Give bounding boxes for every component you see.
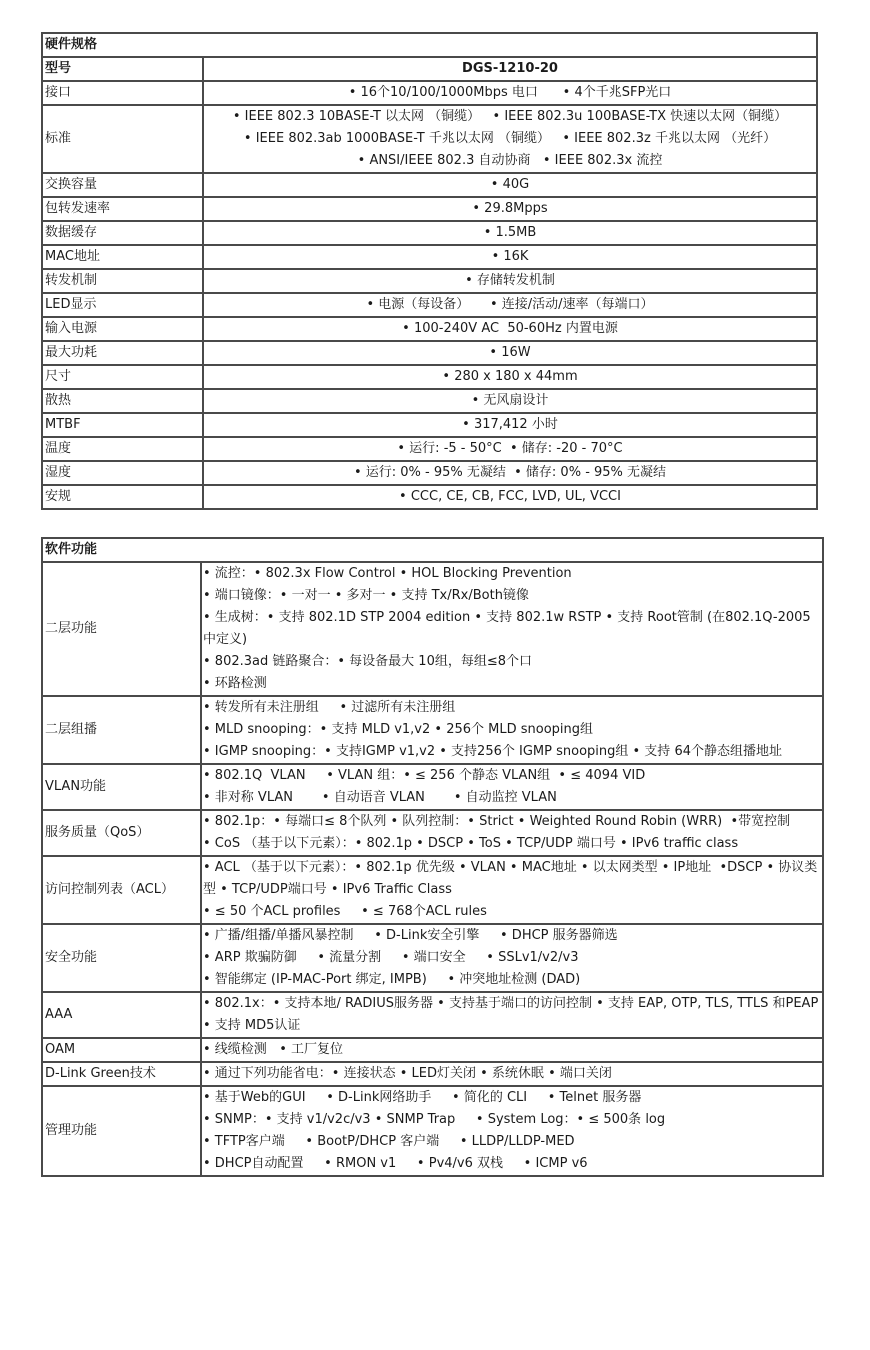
software-row bbox=[42, 562, 823, 696]
software-row-label: D-Link Green技术 bbox=[42, 1062, 201, 1086]
hardware-value-line: • 40G bbox=[490, 177, 530, 192]
software-value-line: • 802.3ad 链路聚合：• 每设备最大 10组，每组≤8个口 bbox=[203, 654, 533, 669]
software-value-line: • TFTP客户端 • BootP/DHCP 客户端 • LLDP/LLDP-MED bbox=[203, 1134, 575, 1149]
software-value-line: • 端口镜像：• 一对一 • 多对一 • 支持 Tx/Rx/Both镜像 bbox=[203, 588, 529, 603]
hardware-value-line: • IEEE 802.3 10BASE-T 以太网 （铜缆） • IEEE 802.3u 100BASE-TX 快速以太网（铜缆） bbox=[232, 109, 788, 124]
software-row bbox=[42, 810, 823, 856]
hardware-row bbox=[42, 269, 817, 293]
software-value-line: • 802.1p：• 每端口≤ 8个队列 • 队列控制：• Strict • Weighted Round Robin (WRR) •带宽控制 bbox=[203, 814, 791, 829]
software-value-line: • DHCP自动配置 • RMON v1 • Pv4/v6 双栈 • ICMP v6 bbox=[203, 1156, 588, 1171]
software-row-label: 二层组播 bbox=[42, 696, 201, 764]
hardware-row-value bbox=[203, 57, 817, 81]
hardware-value-line: • 16个10/100/1000Mbps 电口 • 4个千兆SFP光口 bbox=[348, 85, 672, 100]
hardware-value-line: • 16W bbox=[489, 345, 531, 360]
software-row-value bbox=[201, 924, 823, 992]
software-row-value bbox=[201, 562, 823, 696]
hardware-row-value bbox=[203, 293, 817, 317]
hardware-value-line: • 1.5MB bbox=[483, 225, 537, 240]
hardware-value-line: • IEEE 802.3ab 1000BASE-T 千兆以太网 （铜缆） • IEEE 802.3z 千兆以太网 （光纤） bbox=[243, 131, 777, 146]
software-row-value bbox=[201, 992, 823, 1038]
hardware-row-label: 转发机制 bbox=[42, 269, 203, 293]
hardware-value-line: • 280 x 180 x 44mm bbox=[442, 369, 578, 384]
hardware-row-value bbox=[203, 269, 817, 293]
hardware-value-line: • 29.8Mpps bbox=[472, 201, 548, 216]
hardware-row bbox=[42, 197, 817, 221]
software-value-line: • 基于Web的GUI • D-Link网络助手 • 简化的 CLI • Telnet 服务器 bbox=[203, 1090, 642, 1105]
hardware-row-value bbox=[203, 413, 817, 437]
hardware-row-label: 安规 bbox=[42, 485, 203, 509]
software-value-line: • ARP 欺骗防御 • 流量分割 • 端口安全 • SSLv1/v2/v3 bbox=[203, 950, 579, 965]
software-row bbox=[42, 764, 823, 810]
software-section-title: 软件功能 bbox=[42, 538, 823, 562]
hardware-row-value bbox=[203, 197, 817, 221]
software-row-label: VLAN功能 bbox=[42, 764, 201, 810]
software-row-label: 访问控制列表（ACL） bbox=[42, 856, 201, 924]
software-value-line: • ≤ 50 个ACL profiles • ≤ 768个ACL rules bbox=[203, 904, 487, 919]
hardware-row bbox=[42, 105, 817, 173]
hardware-value-line: • ANSI/IEEE 802.3 自动协商 • IEEE 802.3x 流控 bbox=[357, 153, 663, 168]
software-value-line: • 广播/组播/单播风暴控制 • D-Link安全引擎 • DHCP 服务器筛选 bbox=[203, 928, 618, 943]
software-row bbox=[42, 1062, 823, 1086]
hardware-row bbox=[42, 365, 817, 389]
software-row-value bbox=[201, 1086, 823, 1176]
hardware-spec-table bbox=[41, 32, 818, 510]
hardware-row-value bbox=[203, 341, 817, 365]
hardware-row bbox=[42, 437, 817, 461]
software-row-label: 管理功能 bbox=[42, 1086, 201, 1176]
software-row bbox=[42, 924, 823, 992]
hardware-row-label: 包转发速率 bbox=[42, 197, 203, 221]
hardware-row-value bbox=[203, 105, 817, 173]
hardware-row-value bbox=[203, 317, 817, 341]
software-row bbox=[42, 992, 823, 1038]
software-row-value bbox=[201, 856, 823, 924]
software-value-line: • 802.1x：• 支持本地/ RADIUS服务器 • 支持基于端口的访问控制 • 支持 EAP, OTP, TLS, TTLS 和PEAP • 支持 MD5认证 bbox=[203, 996, 823, 1033]
hardware-value-line: • 运行: -5 - 50°C • 储存: -20 - 70°C bbox=[397, 441, 623, 456]
software-value-line: • 转发所有未注册组 • 过滤所有未注册组 bbox=[203, 700, 456, 715]
software-row-value bbox=[201, 1038, 823, 1062]
hardware-row-label: 最大功耗 bbox=[42, 341, 203, 365]
software-value-line: • MLD snooping：• 支持 MLD v1,v2 • 256个 MLD snooping组 bbox=[203, 722, 594, 737]
software-value-line: • IGMP snooping：• 支持IGMP v1,v2 • 支持256个 IGMP snooping组 • 支持 64个静态组播地址 bbox=[203, 744, 782, 759]
software-row-value bbox=[201, 696, 823, 764]
hardware-value-line: • 存储转发机制 bbox=[465, 273, 555, 288]
hardware-title-row bbox=[42, 33, 817, 57]
hardware-row bbox=[42, 317, 817, 341]
hardware-row-label: 尺寸 bbox=[42, 365, 203, 389]
software-row bbox=[42, 696, 823, 764]
hardware-row bbox=[42, 245, 817, 269]
software-value-line: • 通过下列功能省电：• 连接状态 • LED灯关闭 • 系统休眠 • 端口关闭 bbox=[203, 1066, 612, 1081]
hardware-row bbox=[42, 485, 817, 509]
hardware-row bbox=[42, 461, 817, 485]
hardware-row-label: 散热 bbox=[42, 389, 203, 413]
hardware-value-line: • 100-240V AC 50-60Hz 内置电源 bbox=[402, 321, 618, 336]
software-row-label: 二层功能 bbox=[42, 562, 201, 696]
software-row-value bbox=[201, 764, 823, 810]
hardware-row-value bbox=[203, 461, 817, 485]
hardware-row bbox=[42, 221, 817, 245]
hardware-row bbox=[42, 81, 817, 105]
hardware-row-label: 标准 bbox=[42, 105, 203, 173]
hardware-row-label: MTBF bbox=[42, 413, 203, 437]
hardware-row bbox=[42, 413, 817, 437]
software-value-line: • 环路检测 bbox=[203, 676, 267, 691]
hardware-row-label: LED显示 bbox=[42, 293, 203, 317]
hardware-value-line: • 317,412 小时 bbox=[462, 417, 558, 432]
hardware-row-value bbox=[203, 485, 817, 509]
software-value-line: • 线缆检测 • 工厂复位 bbox=[203, 1042, 343, 1057]
software-row-label: OAM bbox=[42, 1038, 201, 1062]
software-row-label: 服务质量（QoS） bbox=[42, 810, 201, 856]
hardware-value-line: • 无风扇设计 bbox=[471, 393, 549, 408]
hardware-row-value bbox=[203, 81, 817, 105]
hardware-value-line: • 电源（每设备） • 连接/活动/速率（每端口） bbox=[366, 297, 654, 312]
hardware-row-value bbox=[203, 365, 817, 389]
software-value-line: • 非对称 VLAN • 自动语音 VLAN • 自动监控 VLAN bbox=[203, 790, 557, 805]
software-value-line: • ACL （基于以下元素）：• 802.1p 优先级 • VLAN • MAC地址 • 以太网类型 • IP地址 •DSCP • 协议类型 • TCP/UDP端口号 • IPv6 Traffic Class bbox=[203, 860, 818, 897]
hardware-row bbox=[42, 173, 817, 197]
hardware-row-label: 输入电源 bbox=[42, 317, 203, 341]
hardware-row bbox=[42, 293, 817, 317]
hardware-row bbox=[42, 341, 817, 365]
hardware-row-value bbox=[203, 245, 817, 269]
hardware-row bbox=[42, 57, 817, 81]
hardware-row-value bbox=[203, 437, 817, 461]
software-feature-table bbox=[41, 537, 824, 1177]
hardware-value-line: • 运行: 0% - 95% 无凝结 • 储存: 0% - 95% 无凝结 bbox=[353, 465, 667, 480]
software-row bbox=[42, 1038, 823, 1062]
software-value-line: • 流控：• 802.3x Flow Control • HOL Blocking Prevention bbox=[203, 566, 572, 581]
software-row bbox=[42, 856, 823, 924]
hardware-row-label: 湿度 bbox=[42, 461, 203, 485]
hardware-row-label: 型号 bbox=[42, 57, 203, 81]
hardware-row-value bbox=[203, 173, 817, 197]
hardware-row-label: 接口 bbox=[42, 81, 203, 105]
hardware-row-label: 温度 bbox=[42, 437, 203, 461]
software-row-label: 安全功能 bbox=[42, 924, 201, 992]
software-value-line: • SNMP：• 支持 v1/v2c/v3 • SNMP Trap • System Log：• ≤ 500条 log bbox=[203, 1112, 666, 1127]
software-row-label: AAA bbox=[42, 992, 201, 1038]
hardware-value-line: DGS-1210-20 bbox=[462, 61, 558, 76]
software-value-line: • 802.1Q VLAN • VLAN 组：• ≤ 256 个静态 VLAN组 • ≤ 4094 VID bbox=[203, 768, 646, 783]
software-title-row bbox=[42, 538, 823, 562]
hardware-row-label: 数据缓存 bbox=[42, 221, 203, 245]
software-row-value bbox=[201, 810, 823, 856]
hardware-section-title: 硬件规格 bbox=[42, 33, 817, 57]
hardware-row-label: 交换容量 bbox=[42, 173, 203, 197]
software-row-value bbox=[201, 1062, 823, 1086]
hardware-row-value bbox=[203, 389, 817, 413]
software-value-line: • CoS （基于以下元素）：• 802.1p • DSCP • ToS • TCP/UDP 端口号 • IPv6 traffic class bbox=[203, 836, 739, 851]
hardware-row-value bbox=[203, 221, 817, 245]
hardware-row-label: MAC地址 bbox=[42, 245, 203, 269]
software-row bbox=[42, 1086, 823, 1176]
software-value-line: • 生成树：• 支持 802.1D STP 2004 edition • 支持 802.1w RSTP • 支持 Root管制 (在802.1Q-2005中定义) bbox=[203, 610, 811, 647]
software-value-line: • 智能绑定 (IP-MAC-Port 绑定, IMPB) • 冲突地址检测 (DAD) bbox=[203, 972, 581, 987]
hardware-row bbox=[42, 389, 817, 413]
hardware-value-line: • CCC, CE, CB, FCC, LVD, UL, VCCI bbox=[399, 489, 621, 504]
hardware-value-line: • 16K bbox=[491, 249, 529, 264]
